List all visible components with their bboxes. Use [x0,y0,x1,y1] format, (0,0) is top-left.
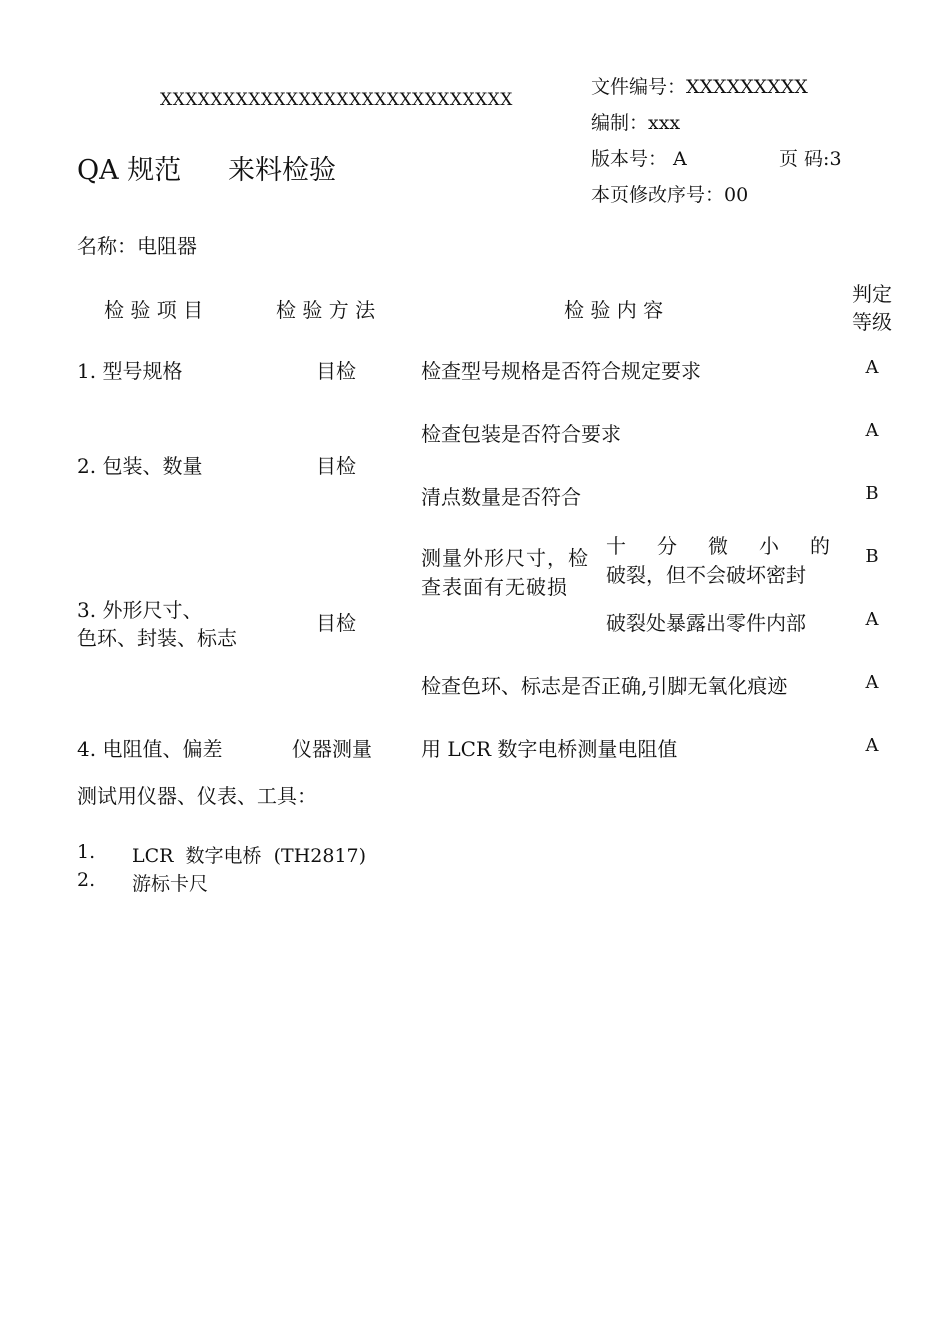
row4-method: 仪器测量 [292,737,372,761]
row2-content-quantity: 清点数量是否符合 [421,485,581,509]
header-item: 检 验 项 目 [104,298,204,322]
row3-content-marking: 检查色环、标志是否正确,引脚无氧化痕迹 [421,674,788,698]
version: 版本号： A [591,148,687,170]
row2-item: 2. 包装、数量 [77,454,203,478]
row4-content: 用 LCR 数字电桥测量电阻值 [421,737,678,761]
revision-number: 本页修改序号：00 [591,184,749,206]
tool-2-number: 2. [77,869,96,891]
row3-grade-marking: A [865,672,879,693]
row3-method: 目检 [316,611,356,635]
row3-item-line2: 色环、封装、标志 [77,626,237,650]
row3-grade-minor: B [865,546,879,567]
header-method: 检 验 方 法 [276,298,376,322]
author: 编制：xxx [591,112,681,134]
company-name: XXXXXXXXXXXXXXXXXXXXXXXXXXXX [160,90,513,110]
row3-subcontent-exposed: 破裂处暴露出零件内部 [606,611,806,635]
tool-1-number: 1. [77,841,96,863]
tool-1-text: LCR 数字电桥 (TH2817) [132,845,367,867]
row1-content: 检查型号规格是否符合规定要求 [421,359,701,383]
document-number: 文件编号：XXXXXXXXX [591,76,808,98]
row3-item-line1: 3. 外形尺寸、 [77,598,203,622]
header-grade [849,280,895,336]
row1-grade: A [865,357,879,378]
row3-subcontent-minor-line1: 十 分 微 小 的 [606,534,830,558]
row2-grade-packaging: A [865,420,879,441]
row3-grade-exposed: A [865,609,879,630]
header-content: 检 验 内 容 [564,298,664,322]
page-number: 页 码:3 [779,148,842,170]
row4-item: 4. 电阻值、偏差 [77,737,223,761]
row2-content-packaging: 检查包装是否符合要求 [421,422,621,446]
row1-method: 目检 [316,359,356,383]
row4-grade: A [865,735,879,756]
header-grade-line2: 等级 [852,310,892,334]
row1-item: 1. 型号规格 [77,359,183,383]
tool-2-text: 游标卡尺 [132,873,209,895]
doc-title: QA 规范 [77,155,182,186]
row2-method: 目检 [316,454,356,478]
tools-title: 测试用仪器、仪表、工具： [77,784,317,808]
row3-subcontent-minor-line2: 破裂，但不会破坏密封 [606,563,806,587]
doc-subtitle: 来料检验 [228,155,336,186]
header-grade-line1: 判定 [852,282,892,306]
row3-content-main: 测量外形尺寸，检查表面有无破损 [421,546,589,599]
row2-grade-quantity: B [865,483,879,504]
component-name: 名称：电阻器 [77,234,197,258]
